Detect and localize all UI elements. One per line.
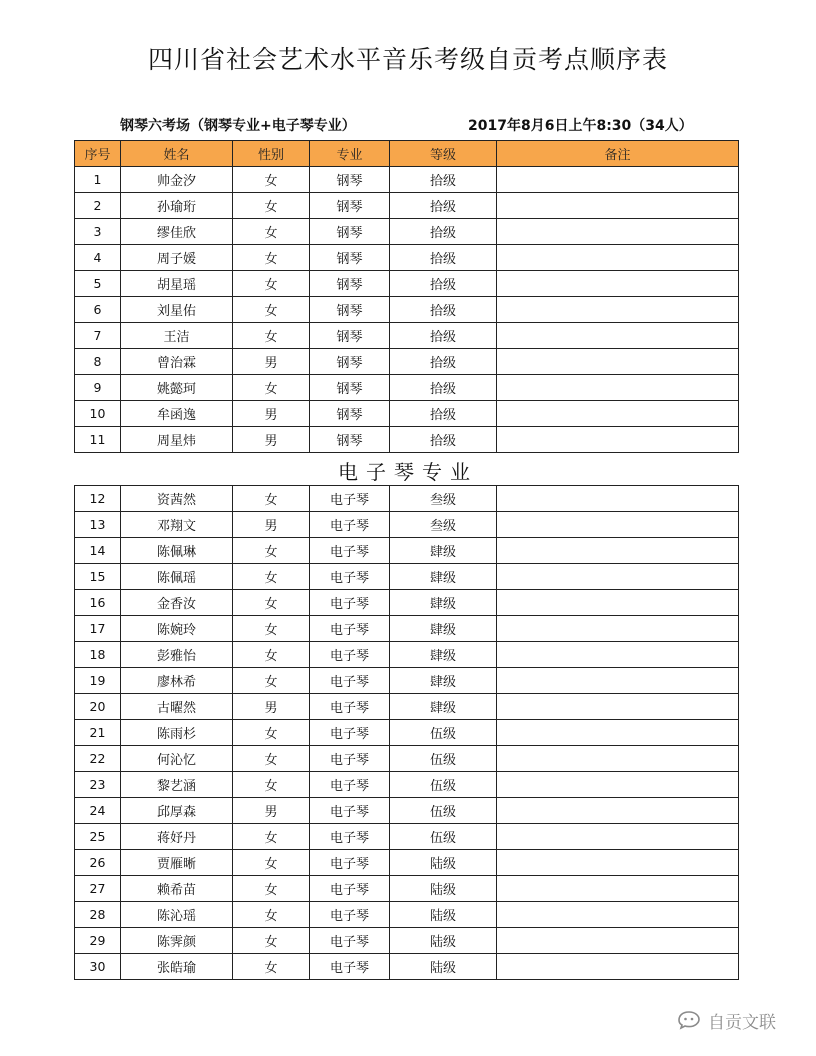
exam-room-label: 钢琴六考场（钢琴专业+电子琴专业）: [120, 118, 356, 134]
cell-gender: 女: [233, 824, 310, 850]
cell-remarks: [497, 245, 739, 271]
cell-gender: 男: [233, 349, 310, 375]
cell-name: 缪佳欣: [121, 219, 233, 245]
table-row: [75, 668, 739, 694]
cell-index: 17: [75, 616, 121, 642]
cell-index: 4: [75, 245, 121, 271]
cell-major: 钢琴: [310, 219, 390, 245]
cell-name: 贾雁晰: [121, 850, 233, 876]
piano-schedule-table: [74, 140, 739, 453]
table-row: [75, 375, 739, 401]
keyboard-schedule-table: [74, 485, 739, 980]
cell-major: 电子琴: [310, 538, 390, 564]
cell-index: 5: [75, 271, 121, 297]
cell-index: 8: [75, 349, 121, 375]
table-row: [75, 245, 739, 271]
cell-index: 7: [75, 323, 121, 349]
cell-gender: 女: [233, 720, 310, 746]
table-row: [75, 694, 739, 720]
header-name: 姓名: [121, 141, 233, 167]
exam-time-label: 2017年8月6日上午8:30（34人）: [468, 118, 693, 134]
cell-remarks: [497, 271, 739, 297]
cell-index: 15: [75, 564, 121, 590]
cell-major: 电子琴: [310, 824, 390, 850]
cell-index: 9: [75, 375, 121, 401]
cell-remarks: [497, 427, 739, 453]
cell-gender: 女: [233, 167, 310, 193]
table-row: [75, 590, 739, 616]
header-major: 专业: [310, 141, 390, 167]
cell-name: 彭雅怡: [121, 642, 233, 668]
section-title-keyboard: 电子琴专业: [338, 460, 478, 484]
cell-index: 14: [75, 538, 121, 564]
cell-major: 电子琴: [310, 902, 390, 928]
cell-remarks: [497, 824, 739, 850]
cell-level: 陆级: [390, 954, 497, 980]
table-row: [75, 746, 739, 772]
cell-index: 12: [75, 486, 121, 512]
page-title: 四川省社会艺术水平音乐考级自贡考点顺序表: [147, 45, 668, 74]
cell-level: 叁级: [390, 512, 497, 538]
cell-major: 电子琴: [310, 642, 390, 668]
cell-index: 26: [75, 850, 121, 876]
cell-gender: 女: [233, 375, 310, 401]
cell-major: 钢琴: [310, 427, 390, 453]
table-row: [75, 824, 739, 850]
cell-name: 姚懿珂: [121, 375, 233, 401]
table-row: [75, 297, 739, 323]
cell-level: 肆级: [390, 564, 497, 590]
cell-name: 孙瑜珩: [121, 193, 233, 219]
cell-level: 陆级: [390, 902, 497, 928]
cell-name: 邓翔文: [121, 512, 233, 538]
cell-level: 拾级: [390, 271, 497, 297]
cell-name: 张皓瑜: [121, 954, 233, 980]
cell-level: 拾级: [390, 245, 497, 271]
cell-major: 钢琴: [310, 297, 390, 323]
cell-remarks: [497, 876, 739, 902]
cell-index: 6: [75, 297, 121, 323]
cell-index: 1: [75, 167, 121, 193]
cell-gender: 女: [233, 219, 310, 245]
cell-index: 23: [75, 772, 121, 798]
cell-name: 陈沁瑶: [121, 902, 233, 928]
cell-name: 蒋妤丹: [121, 824, 233, 850]
cell-major: 电子琴: [310, 772, 390, 798]
cell-level: 陆级: [390, 876, 497, 902]
cell-remarks: [497, 668, 739, 694]
cell-major: 电子琴: [310, 876, 390, 902]
cell-gender: 女: [233, 954, 310, 980]
table-row: [75, 798, 739, 824]
cell-name: 金香汝: [121, 590, 233, 616]
cell-level: 肆级: [390, 538, 497, 564]
cell-remarks: [497, 642, 739, 668]
cell-level: 肆级: [390, 590, 497, 616]
cell-gender: 女: [233, 297, 310, 323]
cell-name: 廖林希: [121, 668, 233, 694]
cell-major: 电子琴: [310, 668, 390, 694]
table-row: [75, 954, 739, 980]
cell-name: 胡星瑶: [121, 271, 233, 297]
cell-major: 钢琴: [310, 271, 390, 297]
watermark-text: 自贡文联: [708, 1012, 776, 1033]
cell-remarks: [497, 564, 739, 590]
header-remarks: 备注: [497, 141, 739, 167]
table-row: [75, 512, 739, 538]
cell-gender: 女: [233, 590, 310, 616]
cell-major: 电子琴: [310, 486, 390, 512]
header-index: 序号: [75, 141, 121, 167]
cell-name: 周子媛: [121, 245, 233, 271]
cell-name: 黎艺涵: [121, 772, 233, 798]
cell-major: 钢琴: [310, 193, 390, 219]
cell-index: 16: [75, 590, 121, 616]
cell-major: 电子琴: [310, 590, 390, 616]
cell-level: 伍级: [390, 720, 497, 746]
cell-level: 肆级: [390, 668, 497, 694]
watermark: [676, 1006, 806, 1034]
cell-remarks: [497, 798, 739, 824]
cell-remarks: [497, 694, 739, 720]
cell-major: 电子琴: [310, 512, 390, 538]
table-row: [75, 349, 739, 375]
cell-level: 拾级: [390, 401, 497, 427]
table-row: [75, 642, 739, 668]
cell-gender: 男: [233, 401, 310, 427]
cell-major: 钢琴: [310, 167, 390, 193]
cell-level: 肆级: [390, 642, 497, 668]
cell-remarks: [497, 401, 739, 427]
header-gender: 性别: [233, 141, 310, 167]
cell-major: 电子琴: [310, 928, 390, 954]
cell-remarks: [497, 486, 739, 512]
cell-remarks: [497, 902, 739, 928]
cell-index: 20: [75, 694, 121, 720]
cell-level: 拾级: [390, 427, 497, 453]
cell-name: 周星炜: [121, 427, 233, 453]
cell-major: 钢琴: [310, 245, 390, 271]
cell-level: 拾级: [390, 349, 497, 375]
cell-gender: 男: [233, 798, 310, 824]
wechat-official-account-icon: [676, 1009, 702, 1031]
cell-index: 27: [75, 876, 121, 902]
cell-name: 王洁: [121, 323, 233, 349]
table-row: [75, 271, 739, 297]
cell-remarks: [497, 772, 739, 798]
cell-gender: 女: [233, 245, 310, 271]
cell-major: 钢琴: [310, 349, 390, 375]
cell-index: 11: [75, 427, 121, 453]
cell-index: 19: [75, 668, 121, 694]
cell-remarks: [497, 954, 739, 980]
cell-name: 曾治霖: [121, 349, 233, 375]
cell-index: 30: [75, 954, 121, 980]
cell-remarks: [497, 297, 739, 323]
cell-level: 伍级: [390, 746, 497, 772]
cell-level: 肆级: [390, 694, 497, 720]
table-row: [75, 876, 739, 902]
cell-remarks: [497, 193, 739, 219]
cell-gender: 女: [233, 902, 310, 928]
cell-level: 拾级: [390, 297, 497, 323]
cell-remarks: [497, 349, 739, 375]
cell-name: 邱厚森: [121, 798, 233, 824]
cell-index: 24: [75, 798, 121, 824]
cell-index: 28: [75, 902, 121, 928]
cell-name: 古曜然: [121, 694, 233, 720]
cell-remarks: [497, 538, 739, 564]
cell-level: 拾级: [390, 323, 497, 349]
cell-major: 电子琴: [310, 954, 390, 980]
cell-gender: 女: [233, 772, 310, 798]
cell-index: 29: [75, 928, 121, 954]
cell-index: 18: [75, 642, 121, 668]
table-header-row: [75, 141, 739, 167]
cell-major: 电子琴: [310, 798, 390, 824]
table-row: [75, 902, 739, 928]
cell-gender: 女: [233, 876, 310, 902]
cell-major: 电子琴: [310, 850, 390, 876]
table-row: [75, 850, 739, 876]
cell-major: 电子琴: [310, 720, 390, 746]
cell-index: 13: [75, 512, 121, 538]
cell-level: 拾级: [390, 375, 497, 401]
cell-index: 25: [75, 824, 121, 850]
cell-gender: 女: [233, 564, 310, 590]
cell-remarks: [497, 928, 739, 954]
header-level: 等级: [390, 141, 497, 167]
cell-level: 拾级: [390, 219, 497, 245]
cell-gender: 女: [233, 538, 310, 564]
cell-gender: 女: [233, 746, 310, 772]
cell-major: 电子琴: [310, 746, 390, 772]
cell-level: 伍级: [390, 798, 497, 824]
cell-level: 陆级: [390, 928, 497, 954]
table-row: [75, 720, 739, 746]
cell-level: 拾级: [390, 193, 497, 219]
cell-gender: 女: [233, 616, 310, 642]
cell-gender: 女: [233, 271, 310, 297]
cell-gender: 男: [233, 427, 310, 453]
cell-remarks: [497, 720, 739, 746]
cell-index: 22: [75, 746, 121, 772]
cell-remarks: [497, 512, 739, 538]
table-row: [75, 486, 739, 512]
cell-gender: 男: [233, 694, 310, 720]
table-row: [75, 538, 739, 564]
cell-gender: 女: [233, 193, 310, 219]
cell-index: 2: [75, 193, 121, 219]
cell-index: 3: [75, 219, 121, 245]
cell-remarks: [497, 167, 739, 193]
cell-remarks: [497, 219, 739, 245]
cell-level: 伍级: [390, 772, 497, 798]
cell-index: 21: [75, 720, 121, 746]
cell-gender: 女: [233, 928, 310, 954]
cell-gender: 女: [233, 486, 310, 512]
table-row: [75, 772, 739, 798]
table-row: [75, 401, 739, 427]
cell-name: 陈霁颜: [121, 928, 233, 954]
cell-remarks: [497, 375, 739, 401]
table-row: [75, 616, 739, 642]
table-row: [75, 427, 739, 453]
cell-major: 钢琴: [310, 401, 390, 427]
cell-level: 伍级: [390, 824, 497, 850]
cell-name: 陈雨杉: [121, 720, 233, 746]
cell-gender: 女: [233, 323, 310, 349]
cell-remarks: [497, 850, 739, 876]
table-row: [75, 193, 739, 219]
table-row: [75, 564, 739, 590]
cell-index: 10: [75, 401, 121, 427]
cell-remarks: [497, 746, 739, 772]
cell-gender: 女: [233, 668, 310, 694]
cell-name: 陈佩瑶: [121, 564, 233, 590]
table-row: [75, 167, 739, 193]
cell-remarks: [497, 616, 739, 642]
cell-name: 陈婉玲: [121, 616, 233, 642]
cell-level: 叁级: [390, 486, 497, 512]
cell-remarks: [497, 590, 739, 616]
cell-name: 刘星佑: [121, 297, 233, 323]
cell-major: 电子琴: [310, 564, 390, 590]
cell-name: 资茜然: [121, 486, 233, 512]
cell-name: 陈佩琳: [121, 538, 233, 564]
cell-major: 电子琴: [310, 694, 390, 720]
cell-name: 帅金汐: [121, 167, 233, 193]
cell-gender: 女: [233, 642, 310, 668]
table-row: [75, 928, 739, 954]
cell-name: 何沁忆: [121, 746, 233, 772]
table-row: [75, 219, 739, 245]
cell-major: 钢琴: [310, 375, 390, 401]
cell-level: 拾级: [390, 167, 497, 193]
cell-name: 牟函逸: [121, 401, 233, 427]
cell-major: 电子琴: [310, 616, 390, 642]
cell-remarks: [497, 323, 739, 349]
cell-major: 钢琴: [310, 323, 390, 349]
cell-gender: 女: [233, 850, 310, 876]
cell-gender: 男: [233, 512, 310, 538]
cell-level: 陆级: [390, 850, 497, 876]
table-row: [75, 323, 739, 349]
cell-name: 赖希苗: [121, 876, 233, 902]
cell-level: 肆级: [390, 616, 497, 642]
